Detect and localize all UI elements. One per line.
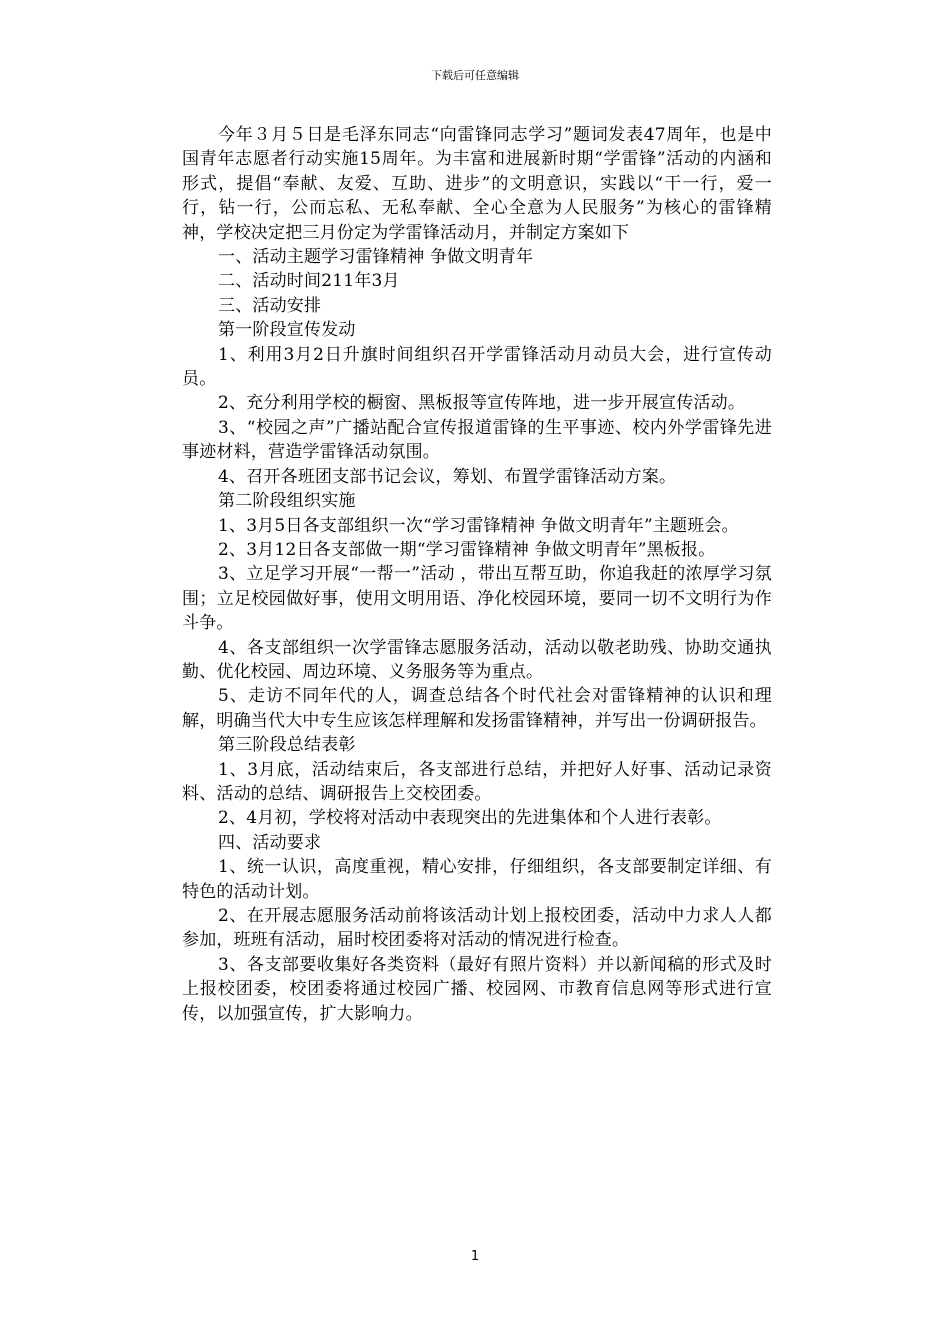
intro-paragraph: 今年３月５日是毛泽东同志“向雷锋同志学习”题词发表47周年，也是中国青年志愿者行动实施15周年。为丰富和进展新时期“学雷锋”活动的内涵和形式，提倡“奉献、友爱、互助、进步”的文明意识，实践以“干一行，爱一行，钻一行，公而忘私、无私奉献、全心全意为人民服务”为核心的雷锋精神，学校决定把三月份定为学雷锋活动月，并制定方案如下 (182, 125, 772, 243)
section-heading-theme: 一、活动主题学习雷锋精神 争做文明青年 (218, 247, 534, 268)
list-item: 3、“校园之声”广播站配合宣传报道雷锋的生平事迹、校内外学雷锋先进事迹材料，营造学雷锋活动氛围。 (182, 417, 772, 463)
document-body (182, 123, 772, 1026)
section-heading-requirements: 四、活动要求 (218, 832, 322, 853)
section-heading-time: 二、活动时间211年3月 (218, 271, 400, 292)
list-item: 4、召开各班团支部书记会议，筹划、布置学雷锋活动方案。 (218, 466, 677, 487)
section-heading-arrangement: 三、活动安排 (218, 295, 322, 316)
stage-heading-3: 第三阶段总结表彰 (218, 735, 356, 756)
list-item: 1、统一认识，高度重视，精心安排，仔细组织，各支部要制定详细、有特色的活动计划。 (182, 857, 772, 902)
list-item: 5、走访不同年代的人，调查总结各个时代社会对雷锋精神的认识和理解，明确当代大中专生应该怎样理解和发扬雷锋精神，并写出一份调研报告。 (182, 686, 772, 731)
page-header-note: 下载后可任意编辑 (431, 69, 519, 82)
list-item: 1、3月5日各支部组织一次“学习雷锋精神 争做文明青年”主题班会。 (218, 515, 739, 536)
list-item: 4、各支部组织一次学雷锋志愿服务活动，活动以敬老助残、协助交通执勤、优化校园、周边环境、义务服务等为重点。 (182, 637, 772, 682)
list-item: 2、充分利用学校的橱窗、黑板报等宣传阵地，进一步开展宣传活动。 (218, 393, 746, 414)
stage-heading-2: 第二阶段组织实施 (218, 491, 356, 512)
list-item: 1、利用3月2日升旗时间组织召开学雷锋活动月动员大会，进行宣传动员。 (182, 344, 772, 390)
list-item: 3、各支部要收集好各类资料（最好有照片资料）并以新闻稿的形式及时上报校团委，校团委将通过校园广播、校园网、市教育信息网等形式进行宣传，以加强宣传，扩大影响力。 (182, 954, 772, 1024)
stage-heading-1: 第一阶段宣传发动 (218, 320, 356, 341)
list-item: 1、3月底，活动结束后，各支部进行总结，并把好人好事、活动记录资料、活动的总结、调研报告上交校团委。 (182, 759, 772, 804)
page-number: 1 (470, 1249, 480, 1264)
list-item: 2、在开展志愿服务活动前将该活动计划上报校团委，活动中力求人人都参加，班班有活动，届时校团委将对活动的情况进行检查。 (182, 906, 772, 951)
list-item: 3、立足学习开展“一帮一”活动 ，带出互帮互助，你追我赶的浓厚学习氛围；立足校园做好事，使用文明用语、净化校园环境，要同一切不文明行为作斗争。 (182, 564, 772, 634)
list-item: 2、4月初，学校将对活动中表现突出的先进集体和个人进行表彰。 (218, 808, 722, 829)
list-item: 2、3月12日各支部做一期“学习雷锋精神 争做文明青年”黑板报。 (218, 539, 716, 560)
